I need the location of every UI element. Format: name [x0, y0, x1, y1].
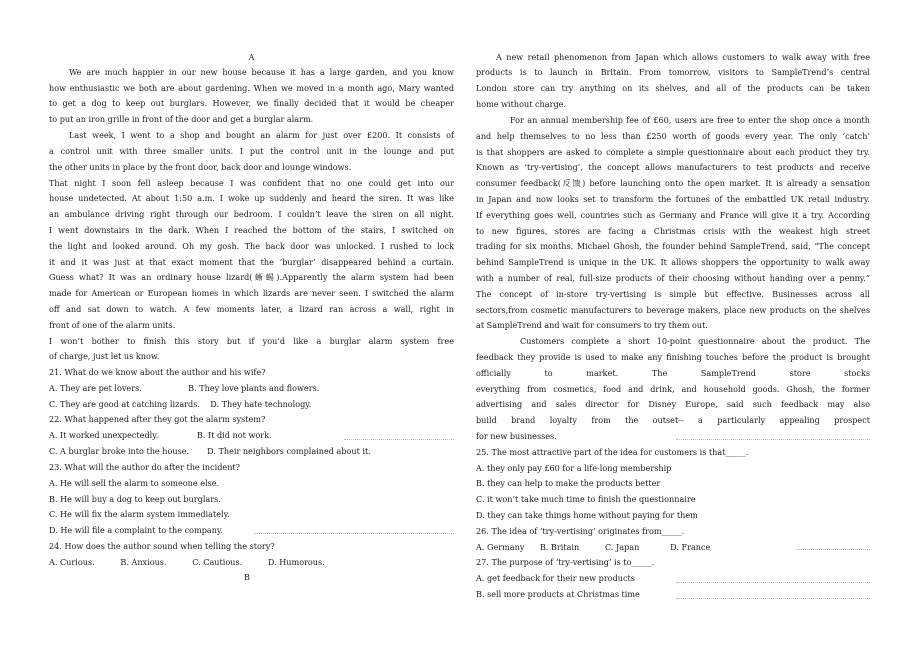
passage-a-line: the other units in place by the front door, back door and lounge windows.	[49, 162, 352, 172]
question-22: 22. What happened after they got the alarm system?	[49, 414, 266, 424]
options-22-ab: A. It worked unexpectedly. B. It did not work.	[49, 430, 272, 440]
passage-b-line: to new figures, stores are facing a Christmas crisis with the weakest high street	[476, 226, 870, 236]
passage-b-line: build brand loyalty from the outset-- a particularly appealing prospect	[476, 415, 870, 425]
option-23-c: C. He will fix the alarm system immediately.	[49, 509, 230, 519]
passage-label-b: B	[244, 572, 250, 582]
passage-a-line: I went downstairs in the dark. When I reached the bottom of the stairs, I switched on	[49, 225, 454, 235]
passage-b-line: advertising and sales director for Disney Europe, said such feedback may also	[476, 399, 870, 409]
passage-b-line: at SampleTrend and wait for consumers to try them out.	[476, 320, 708, 330]
option-27-b: B. sell more products at Christmas time	[476, 589, 640, 599]
option-25-a: A. they only pay £60 for a life-long membership	[476, 463, 672, 473]
passage-b-line: consumer feedback(反馈) before launching onto the open market. It is already a sensation	[476, 178, 870, 188]
passage-a-line: front of one of the alarm units.	[49, 320, 176, 330]
question-26: 26. The idea of ‘try-vertising’ originates from_____.	[476, 526, 685, 536]
options-22-cd: C. A burglar broke into the house. D. Their neighbors complained about it.	[49, 446, 371, 456]
passage-a-line: of charge, just let us know.	[49, 351, 160, 361]
passage-b-line: trading for six months. Michael Ghosh, the founder behind SampleTrend, said, “The concept	[476, 241, 870, 251]
dotted-rule	[676, 598, 870, 599]
passage-b-line: London store can try anything on its shelves, and all of the products can be taken	[476, 83, 870, 93]
passage-a-line: Guess what? It was an ordinary house lizard(蜥蜴).Apparently the alarm system had been	[49, 272, 454, 282]
option-23-d: D. He will file a complaint to the company.	[49, 525, 223, 535]
options-21-ab: A. They are pet lovers. B. They love plants and flowers.	[49, 383, 320, 393]
passage-b-line: behind SampleTrend is unique in the UK. It allows shoppers the opportunity to walk away	[476, 257, 870, 267]
passage-b-line: Customers complete a short 10-point questionnaire about the product. The	[520, 336, 870, 346]
passage-b-line: is that shoppers are asked to complete a simple questionnaire about each product they try.	[476, 147, 870, 157]
question-25: 25. The most attractive part of the idea for customers is that_____.	[476, 447, 749, 457]
passage-a-line: the light and looked around. Oh my gosh. The back door was unlocked. I rushed to lock	[49, 241, 454, 251]
passage-a-line: a control unit with three smaller units. I put the control unit in the lounge and put	[49, 146, 454, 156]
passage-a-line: house undetected. At about 1:50 a.m. I woke up suddenly and heard the siren. It was like	[49, 193, 454, 203]
passage-b-line: products is to launch in Britain. From tomorrow, visitors to SampleTrend’s central	[476, 67, 870, 77]
question-24: 24. How does the author sound when telling the story?	[49, 541, 275, 551]
passage-a-line: We are much happier in our new house because it has a large garden, and you know	[69, 67, 454, 77]
question-21: 21. What do we know about the author and his wife?	[49, 367, 266, 377]
passage-b-line: The concept of in-store try-vertising is simple but effective. Businesses across all	[476, 289, 870, 299]
option-25-c: C. it won’t take much time to finish the questionnaire	[476, 494, 696, 504]
passage-b-line: Known as ‘try-vertising’, the concept allows manufacturers to test products and receive	[476, 162, 870, 172]
option-25-d: D. they can take things home without paying for them	[476, 510, 698, 520]
passage-b-line: officially to market. The SampleTrend store stocks	[476, 368, 870, 378]
passage-a-line: to get a dog to keep out burglars. However, we finally decided that it would be cheaper	[49, 98, 454, 108]
passage-a-line: it and it was just at that exact moment that the ‘burglar’ disappeared behind a curtain.	[49, 257, 454, 267]
passage-a-line: made for American or European homes in which lizards are never seen. I switched the alarm	[49, 288, 454, 298]
passage-a-line: how enthusiastic we both are about gardening. When we moved in a month ago, Mary wanted	[49, 83, 454, 93]
question-27: 27. The purpose of ‘try-vertising’ is to_____.	[476, 557, 655, 567]
passage-a-line: That night I soon fell asleep because I was confident that no one could get into our	[49, 178, 454, 188]
dotted-rule	[254, 533, 454, 534]
question-23: 23. What will the author do after the incident?	[49, 462, 240, 472]
option-25-b: B. they can help to make the products better	[476, 478, 661, 488]
passage-b-line: feedback they provide is used to make any finishing touches before the product is brought	[476, 352, 870, 362]
passage-b-line: For an annual membership fee of £60, users are free to enter the shop once a month	[510, 115, 870, 125]
passage-b-line: in Japan and now looks set to transform the fortunes of the embattled UK retail industry.	[476, 194, 870, 204]
passage-b-line: for new businesses.	[476, 431, 557, 441]
passage-b-line: and help themselves to no less than £250 worth of goods every year. The only ‘catch’	[476, 131, 870, 141]
passage-b-line: home without charge.	[476, 99, 566, 109]
passage-b-line: If everything goes well, countries such as Germany and France will give it a try. According	[476, 210, 870, 220]
passage-a-line: an ambulance driving right through our bedroom. I couldn’t leave the siren on all night.	[49, 209, 454, 219]
passage-b-line: sectors,from cosmetic manufacturers to beverage makers, place new products on the shelves	[476, 305, 870, 315]
dotted-rule	[676, 582, 870, 583]
options-24: A. Curious. B. Anxious. C. Cautious. D. Humorous.	[49, 557, 325, 567]
passage-b-line: everything from cosmetics, food and drink, and household goods. Ghosh, the former	[476, 384, 870, 394]
passage-b-line: with a number of real, full-size products of their choosing without handing over a penny.”	[476, 273, 870, 283]
passage-a-line: I won’t bother to finish this story but if you’d like a burglar alarm system free	[49, 336, 454, 346]
passage-a-line: off and sat down to watch. A few moments later, a lizard ran across a wall, right in	[49, 304, 454, 314]
passage-a-line: Last week, I went to a shop and bought an alarm for just over £200. It consists of	[69, 130, 454, 140]
dotted-rule	[344, 439, 454, 440]
passage-label-a: A	[248, 52, 255, 62]
dotted-rule	[796, 549, 870, 550]
options-26: A. Germany B. Britain C. Japan D. France	[476, 542, 711, 552]
passage-b-line: A new retail phenomenon from Japan which allows customers to walk away with free	[496, 52, 870, 62]
options-21-cd: C. They are good at catching lizards. D. They hate technology.	[49, 399, 312, 409]
passage-a-line: to put an iron grille in front of the door and get a burglar alarm.	[49, 114, 314, 124]
option-23-b: B. He will buy a dog to keep out burglars.	[49, 494, 221, 504]
option-27-a: A. get feedback for their new products	[476, 573, 635, 583]
dotted-rule	[676, 439, 870, 440]
option-23-a: A. He will sell the alarm to someone else.	[49, 478, 220, 488]
